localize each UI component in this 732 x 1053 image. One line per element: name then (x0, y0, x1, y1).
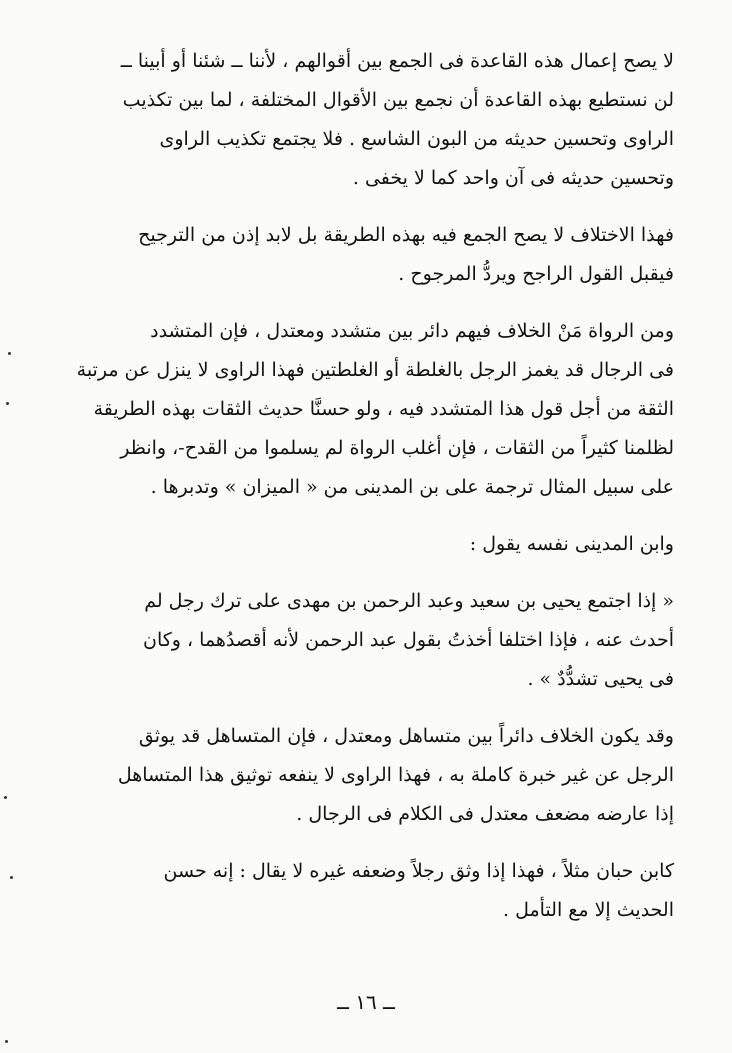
text-line: فهذا الاختلاف لا يصح الجمع فيه بهذه الطريقة بل لابد إذن من الترجيح (138, 224, 674, 246)
scan-speck (4, 796, 7, 799)
paragraph-4 (96, 525, 700, 564)
text-line: وقد يكون الخلاف دائراً بين متساهل ومعتدل ، فإن المتساهل قد يوثق (138, 725, 674, 747)
text-line: وابن المدينى نفسه يقول : (469, 533, 674, 555)
text-line: لن نستطيع بهذه القاعدة أن نجمع بين الأقوال المختلفة ، لما بين تكذيب (122, 89, 674, 111)
text-line: « إذا اجتمع يحيى بن سعيد وعبد الرحمن بن مهدى على ترك رجل لم (144, 590, 674, 612)
paragraph-1 (96, 42, 700, 198)
page-body (76, 42, 700, 930)
text-line: فى يحيى تشدُّدٌ » . (527, 668, 674, 690)
text-line: ومن الرواة مَنْ الخلاف فيهم دائر بين متشدد ومعتدل ، فإن المتشدد (150, 320, 674, 342)
page-number: ــ ١٦ ــ (337, 990, 395, 1014)
text-line: الحديث إلا مع التأمل . (502, 899, 674, 921)
text-line: على سبيل المثال ترجمة على بن المدينى من « الميزان » وتدبرها . (150, 476, 674, 498)
text-line: لا يصح إعمال هذه القاعدة فى الجمع بين أقوالهم ، لأننا ــ شئنا أو أبينا ــ (120, 50, 674, 72)
scan-speck (8, 352, 11, 355)
scan-speck (6, 402, 9, 405)
paragraph-6 (96, 717, 700, 834)
text-line: أحدث عنه ، فإذا اختلفا أخذتُ بقول عبد الرحمن لأنه أقصدُهما ، وكان (142, 629, 674, 651)
scan-speck (10, 876, 13, 879)
paragraph-3 (76, 312, 700, 507)
text-line: الرجل عن غير خبرة كاملة به ، فهذا الراوى لا ينفعه توثيق هذا المتساهل (117, 764, 674, 786)
text-line: الراوى وتحسين حديثه من البون الشاسع . فلا يجتمع تكذيب الراوى (159, 128, 674, 150)
quote-paragraph (96, 582, 700, 699)
text-line: فيقبل القول الراجح ويردُّ المرجوح . (398, 263, 674, 285)
paragraph-2 (96, 216, 700, 294)
text-line: كابن حبان مثلاً ، فهذا إذا وثق رجلاً وضعفه غيره لا يقال : إنه حسن (163, 860, 674, 882)
text-line: إذا عارضه مضعف معتدل فى الكلام فى الرجال . (296, 803, 674, 825)
text-line: لظلمنا كثيراً من الثقات ، فإن أغلب الرواة لم يسلموا من القدح-، وانظر (120, 437, 674, 459)
scan-speck (5, 1040, 8, 1043)
text-line: وتحسين حديثه فى آن واحد كما لا يخفى . (352, 167, 674, 189)
paragraph-7 (96, 852, 700, 930)
text-line: الثقة من أجل قول هذا المتشدد فيه ، ولو حسنَّا حديث الثقات بهذه الطريقة (93, 398, 674, 420)
text-line: فى الرجال قد يغمز الرجل بالغلطة أو الغلطتين فهذا الراوى لا ينزل عن مرتبة (76, 359, 674, 381)
